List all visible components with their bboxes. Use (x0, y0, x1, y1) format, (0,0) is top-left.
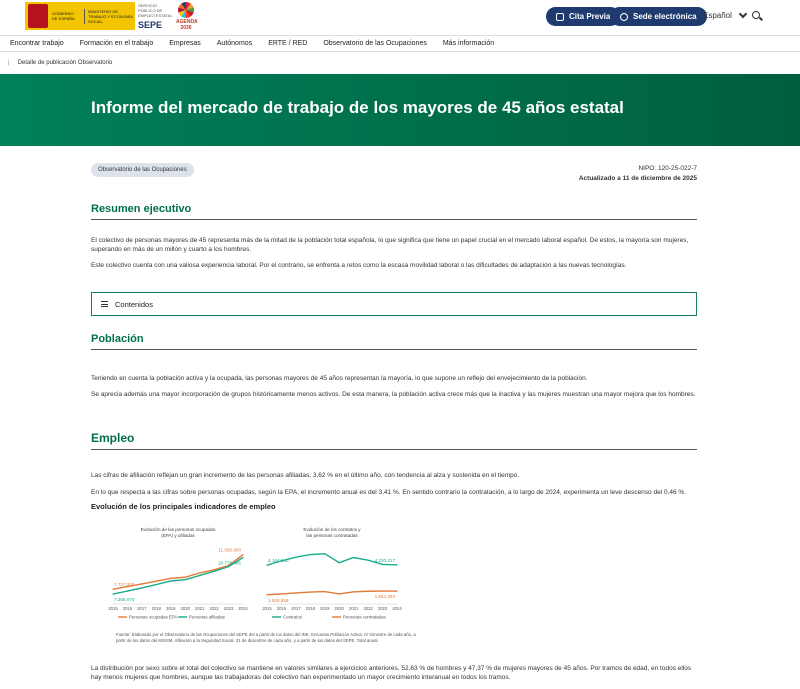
page-title: Informe del mercado de trabajo de los mayores de 45 años estatal (91, 98, 624, 117)
data-label-first-top: 4.184.340 (268, 558, 289, 564)
chart-contratos (262, 527, 402, 620)
data-point-s1-9 (242, 557, 243, 558)
section-title-poblacion: Población (91, 333, 697, 350)
data-point-s1-4 (324, 591, 325, 592)
chart-title-line-1: Evolución de las personas ocupadas (140, 527, 216, 532)
chart-ocupadas-afiliadas (108, 527, 248, 620)
data-point-s1-5 (339, 593, 340, 594)
publication-meta (579, 164, 697, 184)
data-point-s0-0 (266, 565, 267, 566)
data-label-last-top: 4.220.317 (374, 557, 395, 563)
x-tick-label-5: 2020 (180, 606, 190, 611)
data-point-s1-7 (368, 591, 369, 592)
sdg-wheel-icon (178, 2, 194, 18)
nav-erte-red[interactable]: ERTE / RED (268, 40, 308, 47)
nipo-text: NIPO: 120-25-022-7 (638, 165, 697, 172)
calendar-icon (556, 13, 564, 21)
data-label-last-bottom: 1.944.294 (374, 594, 395, 600)
updated-date: Actualizado a 11 de diciembre de 2025 (578, 175, 697, 182)
breadcrumb-separator: | (8, 60, 10, 66)
data-point-s1-2 (141, 587, 142, 588)
x-tick-label-9: 2024 (238, 606, 248, 611)
x-tick-label-4: 2019 (320, 606, 330, 611)
x-tick-label-4: 2019 (166, 606, 176, 611)
resumen-paragraph-1: El colectivo de personas mayores de 45 representa más de la mitad de la población total española, lo que significa que tiene un papel crucial en el mercado laboral español. De estos, la mayoría son mujeres, superando en más de un millón y cuarto a los hombres. (91, 237, 689, 253)
empleo-paragraph-2: En lo que respecta a las cifras sobre personas ocupadas, según la EPA, el incremento anual es del 3,41 %. En sentido contrario la contratación, a lo largo de 2024, experimenta un leve descenso del 0,46 %. (91, 489, 686, 496)
x-tick-label-0: 2015 (262, 606, 272, 611)
data-point-s0-3 (310, 554, 311, 555)
data-point-s0-4 (324, 553, 325, 554)
legend-label-1: Personas contratadas (343, 614, 386, 620)
x-tick-label-6: 2021 (195, 606, 205, 611)
x-tick-label-7: 2022 (209, 606, 219, 611)
data-point-s1-9 (396, 590, 397, 591)
main-navigation (0, 35, 800, 52)
x-tick-label-8: 2023 (223, 606, 234, 611)
sepe-logo-label: SEPE (138, 20, 163, 30)
legend-label-0: Contratos (283, 614, 303, 620)
poblacion-paragraph-1: Teniendo en cuenta la población activa y la ocupada, las personas mayores de 45 años representan la mayoría, lo que supone un reflejo del envejecimiento de la población. (91, 375, 588, 382)
data-point-s0-9 (396, 564, 397, 565)
data-point-s1-0 (112, 593, 113, 594)
data-point-s0-7 (214, 569, 215, 570)
chart-title-line-1: Evolución de los contratos y (303, 527, 361, 532)
x-tick-label-5: 2020 (334, 606, 344, 611)
resumen-paragraph-2: Este colectivo cuenta con una valiosa experiencia laboral. Por el contrario, se enfrenta a retos como la escasa movilidad laboral o las dificultades de adaptación a las nuevas tecnologías. (91, 262, 627, 269)
list-icon (101, 301, 108, 307)
empleo-paragraph-3: La distribución por sexo sobre el total del colectivo se mantiene en valores similares a ejercicios anteriores, 52,63 % de hombres y 47,37 % de mujeres mayores de 45 años. Por tramos de edad, en todos ellos hay menos mujeres que hombres, aunque las trabajadoras del colectivo han experimentado un mayor crecimiento interanual en todos los tramos. (91, 665, 692, 681)
data-point-s0-5 (339, 562, 340, 563)
data-point-s0-2 (141, 583, 142, 584)
search-icon[interactable] (752, 11, 760, 19)
data-point-s1-2 (295, 592, 296, 593)
legend-label-1: Personas afiliadas (189, 614, 225, 620)
government-logo[interactable] (25, 2, 135, 30)
sede-electronica-button[interactable] (610, 7, 707, 26)
page-banner (0, 74, 800, 146)
site-header (0, 0, 800, 34)
x-tick-label-3: 2018 (305, 606, 315, 611)
data-point-s1-5 (185, 579, 186, 580)
x-tick-label-6: 2021 (349, 606, 359, 611)
data-point-s1-0 (266, 594, 267, 595)
globe-icon (620, 13, 628, 21)
nav-observatorio[interactable]: Observatorio de las Ocupaciones (323, 40, 427, 47)
data-point-s1-1 (281, 593, 282, 594)
data-point-s1-6 (353, 591, 354, 592)
nav-empresas[interactable]: Empresas (169, 40, 201, 47)
agenda-2030-logo[interactable] (176, 2, 196, 30)
contents-toggle[interactable] (91, 292, 697, 316)
data-label-last-top: 11.050.900 (218, 547, 241, 553)
nav-mas-informacion[interactable]: Más información (442, 40, 495, 47)
nav-formacion[interactable]: Formación en el trabajo (79, 40, 154, 47)
nav-encontrar-trabajo[interactable]: Encontrar trabajo (10, 40, 64, 47)
chart-title-line-2: las personas contratadas (306, 533, 358, 538)
language-label: Español (703, 11, 732, 20)
sepe-logo-small-text: SERVICIO PÚBLICO DE EMPLEO ESTATAL (138, 3, 173, 18)
data-point-s0-0 (112, 589, 113, 590)
x-tick-label-3: 2018 (151, 606, 161, 611)
x-tick-label-0: 2015 (108, 606, 118, 611)
data-point-s0-8 (382, 564, 383, 565)
data-point-s0-6 (353, 557, 354, 558)
data-label-last-bottom: 10.778.485 (218, 560, 241, 566)
data-point-s0-3 (156, 581, 157, 582)
data-point-s1-3 (310, 591, 311, 592)
chart-title-line-2: (EPA) y afiliadas (161, 533, 195, 538)
data-point-s0-7 (368, 560, 369, 561)
data-point-s1-7 (214, 571, 215, 572)
x-tick-label-7: 2022 (363, 606, 373, 611)
section-title-empleo: Empleo (91, 431, 697, 450)
poblacion-paragraph-2: Se aprecia además una mayor incorporación de grupos históricamente menos activos. De esta manera, la población activa crece más que la inactiva y las mujeres muestran una mayor mejora que los hombres. (91, 391, 696, 398)
x-tick-label-9: 2024 (392, 606, 402, 611)
data-point-s1-3 (156, 584, 157, 585)
sepe-logo[interactable] (138, 3, 174, 29)
data-point-s1-8 (228, 566, 229, 567)
chart-source-note: Fuente: Elaborado por el Observatorio de las Ocupaciones del SEPE del a partir de los datos del INE, Encuesta Población Activa. IV trimestre de cada año, a partir de los datos del MISSM, Afiliación a la Seguridad Social. 31 de diciembre de cada año, y a partir de los datos del SEPE. Total anual. (116, 632, 416, 643)
data-point-s1-8 (382, 590, 383, 591)
data-point-s0-9 (242, 554, 243, 555)
chevron-down-icon (739, 10, 747, 18)
x-tick-label-1: 2016 (122, 606, 133, 611)
language-selector[interactable] (703, 11, 746, 20)
cita-previa-label: Cita Previa (569, 12, 611, 21)
breadcrumb (0, 53, 800, 73)
ministry-logo-text: MINISTERIO DE TRABAJO Y ECONOMÍA SOCIAL (84, 9, 134, 24)
data-label-first-bottom: 7.266.970 (114, 597, 135, 603)
data-point-s0-2 (295, 557, 296, 558)
gov-logo-text: GOBIERNO DE ESPAÑA (52, 11, 75, 21)
category-tag[interactable]: Observatorio de las Ocupaciones (91, 163, 194, 177)
x-tick-label-2: 2017 (291, 606, 301, 611)
empleo-paragraph-1: Las cifras de afiliación reflejan un gran incremento de las personas afiliadas, 3,62 % en el último año, con tendencia al alza y sostenida en el tiempo. (91, 472, 520, 479)
data-point-s1-6 (199, 575, 200, 576)
data-point-s0-5 (185, 577, 186, 578)
contents-label: Contenidos (115, 299, 153, 309)
breadcrumb-current: Detalle de publicación Observatorio (17, 60, 113, 66)
legend-label-0: Personas ocupadas EPA (129, 614, 178, 620)
agenda-2030-label: AGENDA 2030 (176, 19, 198, 31)
indicators-title: Evolución de los principales indicadores de empleo (91, 502, 276, 511)
data-label-first-bottom: 1.626.556 (268, 597, 289, 603)
x-tick-label-8: 2023 (377, 606, 388, 611)
data-point-s1-1 (127, 590, 128, 591)
nav-autonomos[interactable]: Autónomos (216, 40, 253, 47)
sede-electronica-label: Sede electrónica (633, 12, 697, 21)
x-tick-label-1: 2016 (276, 606, 287, 611)
x-tick-label-2: 2017 (137, 606, 147, 611)
data-point-s0-6 (199, 572, 200, 573)
data-label-first-top: 7.737.300 (114, 582, 135, 588)
data-point-s0-4 (170, 578, 171, 579)
coat-of-arms-icon (28, 4, 48, 28)
section-title-resumen: Resumen ejecutivo (91, 203, 697, 220)
data-point-s1-4 (170, 580, 171, 581)
